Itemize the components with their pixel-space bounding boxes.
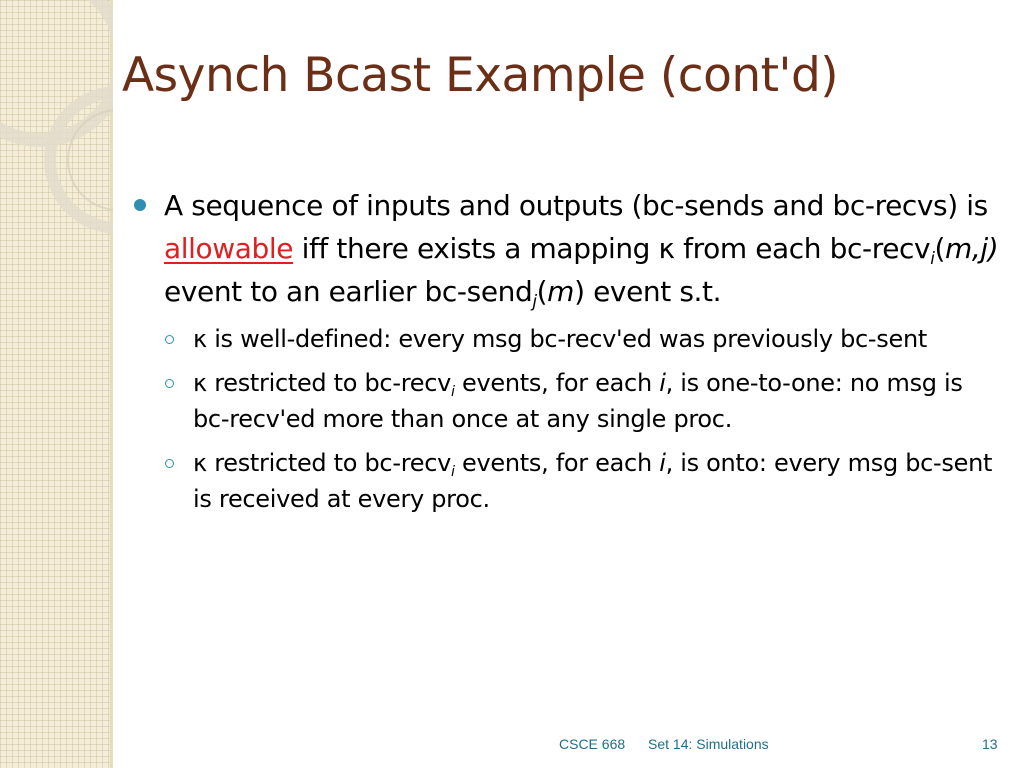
bullet-text: A sequence of inputs and outputs (bc-sends and bc-recvs) is <box>164 189 988 222</box>
hollow-circle-bullet-icon <box>165 379 174 388</box>
main-bullet-item <box>130 184 1000 313</box>
kappa-symbol: κ <box>193 325 207 353</box>
footer-page-number: 13 <box>982 736 998 752</box>
sub-bullet-item <box>193 445 1000 517</box>
args-mj: m,j) <box>945 232 999 265</box>
subscript-i: i <box>451 384 455 401</box>
variable-i: i <box>659 369 666 397</box>
bullet-text: event to an earlier bc-send <box>164 275 533 308</box>
kappa-symbol: κ <box>193 369 207 397</box>
subscript-i: i <box>451 464 455 481</box>
sub-bullet-text: , is onto: every msg bc-sent is received at every proc. <box>193 449 993 513</box>
sub-bullet-text: restricted to bc-recv <box>206 449 451 477</box>
sub-bullet-text: , is one-to-one: no msg is bc-recv'ed more than once at any single proc. <box>193 369 963 433</box>
filled-circle-bullet-icon <box>134 199 146 211</box>
sub-bullet-text: events, for each <box>454 369 660 397</box>
highlight-term-allowable: allowable <box>164 232 294 265</box>
bullet-text: iff there exists a mapping <box>293 232 659 265</box>
hollow-circle-bullet-icon <box>165 335 174 344</box>
bullet-text: from each bc-recv <box>674 232 931 265</box>
sub-bullet-item <box>193 365 1000 437</box>
slide-title: Asynch Bcast Example (cont'd) <box>122 48 839 103</box>
decorative-sidebar <box>0 0 113 768</box>
bullet-text: ( <box>536 275 548 308</box>
kappa-symbol: κ <box>658 232 675 265</box>
bullet-text: ( <box>934 232 945 265</box>
variable-i: i <box>659 449 666 477</box>
subscript-i: i <box>930 247 935 268</box>
bullet-text: ) event s.t. <box>574 275 722 308</box>
decorative-circles <box>0 0 113 768</box>
arg-m: m <box>547 275 575 308</box>
sub-bullet-item <box>193 321 1000 357</box>
sub-bullet-text: is well-defined: every msg bc-recv'ed was previously bc-sent <box>206 325 927 353</box>
sub-bullet-text: events, for each <box>454 449 660 477</box>
kappa-symbol: κ <box>193 449 207 477</box>
footer-set-title: Set 14: Simulations <box>648 736 769 752</box>
slide-body <box>130 184 1000 517</box>
sub-bullet-text: restricted to bc-recv <box>206 369 451 397</box>
footer-course: CSCE 668 <box>559 736 626 752</box>
subscript-j: j <box>532 290 537 311</box>
hollow-circle-bullet-icon <box>165 459 174 468</box>
